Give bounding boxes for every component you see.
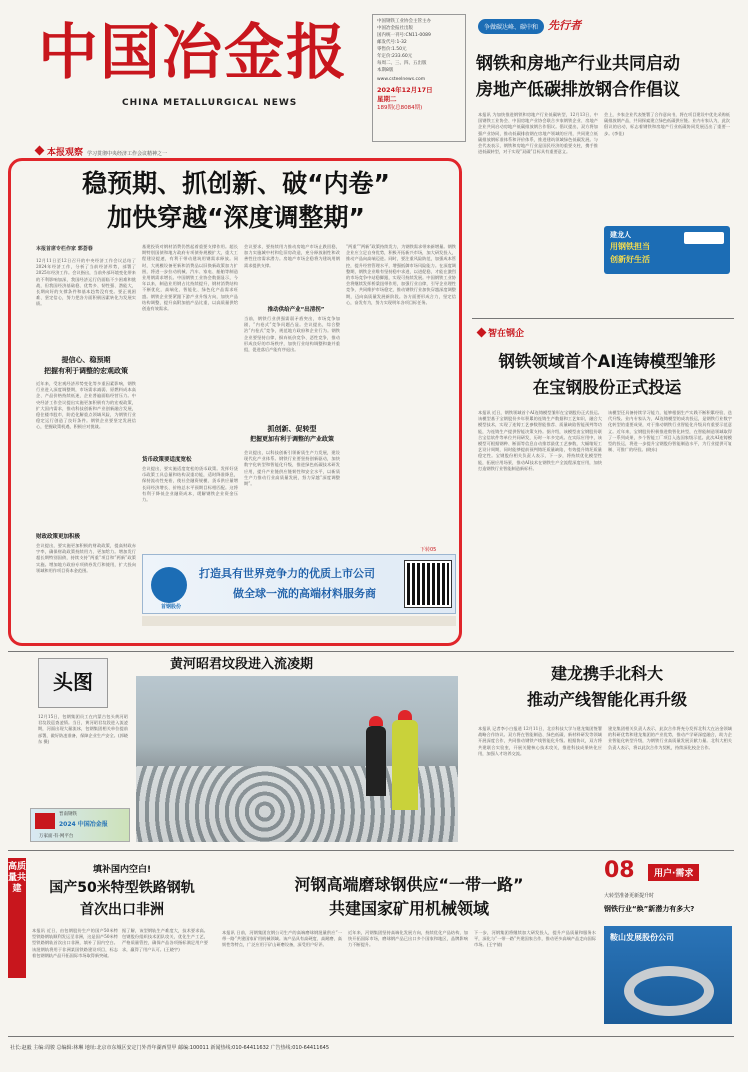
info-line-1: 中国冶金报社出版 xyxy=(377,26,413,31)
lead-body-col4: “两重”“两新”政策持续发力，为钢铁需求带来新增量。钢铁企业应立足自身优势，积极开拓新兴市场，加大研发投入，推动产品向高端迈进。同时，要注重风险防范，加强成本管控，提升经营管理水平，增强抵御市场风险能力。在深度调整期，钢铁企业唯有坚持稳中求进，以进促稳，才能在激烈的市场竞争中站稳脚跟，实现可持续发展。中国钢铁工业协会将继续发挥桥梁纽带作用，加强行业自律，引导企业理性竞争，共同维护市场稳定，推动钢铁行业加快穿越深度调整期，迈向高质量发展新阶段。各方面要形成合力，坚定信心，奋发有为，努力实现明年各项目标任务。 xyxy=(346,244,456,305)
lead-continued[interactable]: 下转05 xyxy=(420,547,437,553)
steel-coil-icon xyxy=(624,966,714,1016)
bottom-side-label-box xyxy=(8,858,26,978)
ad2-line2: 用钢铁担当 xyxy=(610,242,650,251)
toutu-badge xyxy=(38,658,108,708)
bottom-left-body-col2: 据了解，该型钢轨生产难度大，技术要求高。包钢股份组织技术团队攻关，优化生产工艺，严格质量管控，确保产品各项指标满足用户要求，赢得了用户认可。(王晓宇) xyxy=(122,928,208,952)
smart-tag xyxy=(478,326,524,339)
issue-date: 2024年12月17日 xyxy=(377,86,433,94)
info-line-7: 本期8版 xyxy=(377,68,394,73)
issue-number: 189期(总8084期) xyxy=(377,105,423,111)
kicker-marker-icon xyxy=(35,146,45,156)
ad3-line3: 万家面·有·网平台 xyxy=(39,834,74,839)
ad3-line1: 晋南钢铁 xyxy=(59,812,77,817)
bottom-right-page: 08 xyxy=(604,858,635,883)
shougang-logo-icon xyxy=(151,567,187,603)
worker-figure-1 xyxy=(366,726,386,796)
bottom-left-kicker: 填补国内空白! xyxy=(92,865,152,875)
bottom-left-title-line2[interactable]: 首次出口非洲 xyxy=(80,902,164,918)
bottom-mid-body-col3: 下一步，河钢集团将继续加大研发投入，提升产品质量和服务水平，深化与“一带一路”共建国家合作，推动更多高端产品走向国际市场。(王宇倩) xyxy=(474,930,596,948)
ad2-line3: 创新好生活 xyxy=(610,255,650,264)
divider-right-1 xyxy=(472,318,734,319)
lead-sub3-line1: 抓创新、促转型 xyxy=(267,425,317,433)
red-helmet-icon-2 xyxy=(398,710,412,720)
ad1-line2: 做全球一流的高端材料服务商 xyxy=(233,587,376,600)
lead-byline: 本报首席专栏作家 郭荟春 xyxy=(36,246,93,252)
smart-tag-marker-icon xyxy=(477,328,487,338)
divider-footer xyxy=(8,1036,734,1037)
bottom-right-header xyxy=(604,858,732,886)
issue-weekday: 星期二 xyxy=(377,95,397,103)
info-line-3: 邮发代号:1-32 xyxy=(377,40,407,45)
ad3-line2: 2024 中国冶金报 xyxy=(59,821,108,828)
info-line-6: 每周二、三、四、五出版 xyxy=(377,61,427,66)
lead-title-line1[interactable]: 稳预期、抓创新、破“内卷” xyxy=(82,169,390,198)
kicker-text: 学习贯彻中央经济工作会议精神之一 xyxy=(87,151,168,157)
bottom-right-section: 用户·需求 xyxy=(648,864,699,881)
masthead-logo xyxy=(38,18,363,118)
right-top-tag2: 先行者 xyxy=(548,19,582,32)
bottom-right-text2[interactable]: 钢铁行业“焕”新潜力有多大? xyxy=(604,905,695,913)
footer-line: 社长:赵毅 主编:周骏 总编辑:林琳 地址:北京市东城区安定门外青年湖西里甲 邮编:100011 新闻热线:010-64411632 广告热线:010-64411645 xyxy=(10,1045,330,1051)
lead-body-col1-b: 近年来，受宏观经济形势变化等多重因素影响，钢铁行业进入深度调整期，市场需求减弱、原燃料成本高企、产品价格持续低迷，企业普遍面临经营压力。中央经济工作会议提出实施更加积极有为的宏观政策，扩大国内需求，推动科技创新和产业创新融合发展，稳住楼市股市，防范化解重点领域风险，为钢铁行业稳定运行创造了良好条件。钢铁企业要坚定发展信心，把握政策机遇，积极应对挑战。 xyxy=(36,381,136,430)
bottom-left-body-col1: 本报讯 近日，由包钢股份生产的国产50米特型铁路钢轨顺利发运至非洲，这是国产50米特型铁路钢轨首次出口非洲，填补了国内空白。该批钢轨将用于非洲某国铁路建设项目，标志着包钢钢轨产品开拓国际市场取得新突破。 xyxy=(32,928,118,958)
lead-sub5: 货币政策要适度宽松 xyxy=(142,457,192,463)
right-top-body-col1: 本报讯 为加快推进钢铁和房地产行业低碳转型，12月13日，中国钢铁工业协会、中国房地产业协会联合多家钢铁企业、房地产企业共同启动房地产低碳排放钢合作倡议。倡议提出，双方将加强产业协同，推动低碳排放钢在房地产领域的应用，共同建立低碳排放钢标准体系和评价体系，推进建筑领域绿色低碳发展。与会代表表示，钢铁和房地产行业是国民经济的重要支柱，携手推进低碳转型，对于实现“双碳”目标具有重要意义。 xyxy=(478,112,598,155)
website[interactable]: www.csteelnews.com xyxy=(377,77,426,82)
red-helmet-icon xyxy=(369,716,383,726)
ad1-line1: 打造具有世界竞争力的优质上市公司 xyxy=(199,567,375,580)
bottom-mid-title-line1[interactable]: 河钢高端磨球钢供应“一带一路” xyxy=(294,875,524,894)
masthead-title: 中国冶金报 xyxy=(38,18,348,88)
lead-body-col3-b: 当前，钢铁行业供强需弱矛盾突出，市场竞争加剧，“内卷式”竞争问题凸显。会议提出，综合整治“内卷式”竞争，规范地方政府和企业行为。钢铁企业要坚持自律，摒弃低价竞争、恶性竞争，推动形成良好的市场秩序，加快行业结构调整和兼并重组，促进落后产能有序退出。 xyxy=(244,316,340,353)
masthead-info-box xyxy=(372,14,466,142)
right-top-tag xyxy=(478,14,728,30)
jianlong-title-line2[interactable]: 推动产线智能化再升级 xyxy=(526,690,687,709)
ad-shougang[interactable] xyxy=(142,554,456,614)
kicker-bar xyxy=(36,140,466,158)
toutu-title[interactable]: 黄河昭君坟段进入流凌期 xyxy=(170,657,314,672)
jianlong-title-line1[interactable]: 建龙携手北科大 xyxy=(550,664,663,683)
right-top-title-line2[interactable]: 房地产低碳排放钢合作倡议 xyxy=(476,80,680,100)
smart-body-col2: 该模型还具备持续学习能力，能够根据生产实践不断积累经验、迭代升级。业内专家认为，AI连铸模型的成功投运，是钢铁行业数字化转型的重要成果，对于推动钢铁行业智能化升级具有重要示范意义。近年来，宝钢股份积极推进数智化转型，在智能制造领域取得了一系列成果，多个智能工厂项目入选国家级示范。此次AI连铸模型的投运，将进一步提升宝钢股份智能制造水平，为行业提供可复制、可推广的经验。(晓东) xyxy=(608,410,732,453)
bottom-mid-body-col2: 近年来，河钢集团坚持高端化发展方向，持续优化产品结构，加快开拓国际市场，磨球钢产品已出口多个国家和地区，品牌影响力不断提升。 xyxy=(348,930,468,948)
lead-body-col3-a: 会议要求，要持续用力推动房地产市场止跌回稳，加力实施城中村和危旧房改造，充分释放刚性和改善性住房需求潜力。房地产市场企稳将为建筑用钢需求提供支撑。 xyxy=(244,244,340,268)
right-top-tag-label: 争做碳达峰、碳中和 xyxy=(478,19,544,34)
ad-anshan[interactable] xyxy=(604,926,732,1024)
lead-sub2: 推动供给产业“出清拐” xyxy=(267,307,325,313)
ad1-company: 首钢股份 xyxy=(160,604,181,610)
smart-body-col1: 本报讯 近日，钢铁领域首个AI连铸模型雏形在宝钢股份正式投运。该模型基于宝钢股份多年积累的连铸生产数据和工艺知识，融合大模型技术，实现了连铸工艺参数智能推荐、质量缺陷智能预判等功能，为连铸生产提供智能决策支持。据介绍，该模型由宝钢股份联合宝信软件等单位共同研发，历时一年多完成。在实际应用中，该模型可根据钢种、断面等信息自动推荐最优工艺参数，大幅缩短工艺设计周期，同时能够提前预判铸坯质量缺陷，有效提升铸坯质量稳定性。宝钢股份相关负责人表示，下一步，将持续优化模型性能，拓展应用场景，推动AI技术在钢铁生产全流程深度应用，加快打造钢铁行业智能制造新标杆。 xyxy=(478,410,602,471)
lead-sub1-line2: 把握有利于调整的宏观政策 xyxy=(44,367,128,375)
lead-body-col1-c: 会议提出，要实施更加积极的财政政策，提高财政赤字率，确保财政政策持续用力、更加给力。增加发行超长期特别国债，持续支持“两重”项目和“两新”政策实施。增加地方政府专项债券发行和使用，扩大投向领域和用作项目资本金范围。 xyxy=(36,543,136,573)
divider-bottom xyxy=(8,850,734,851)
lead-body-col3-c: 会议提出，以科技创新引领新质生产力发展，建设现代化产业体系。钢铁行业要坚持创新驱动，加快数字化转型和智能化升级，推进绿色低碳技术研发应用，提升产业链供应链韧性和安全水平，以新质生产力推动行业高质量发展，努力穿越“深度调整期”。 xyxy=(244,450,340,487)
divider-middle xyxy=(8,651,734,652)
right-top-title-line1[interactable]: 钢铁和房地产行业共同启动 xyxy=(476,54,680,74)
info-line-5: 年定价:233.60元 xyxy=(377,54,413,59)
kicker-label: 本报观察 xyxy=(47,148,84,158)
lead-body-col1-a: 12月11日至12日召开的中央经济工作会议总结了2024年经济工作，分析了当前经济形势，部署了2025年经济工作。会议指出，当前外部环境变化带来的不利影响加深，我国经济运行仍面临不少困难和挑战，但我国经济基础稳、优势多、韧性强、潜能大，长期向好的支撑条件和基本趋势没有变。要正视困难、坚定信心，努力把各方面积极因素转化为发展实绩。 xyxy=(36,258,136,307)
bottom-mid-title-line2[interactable]: 共建国家矿用机械领域 xyxy=(328,899,489,918)
bottom-mid-body-col1: 本报讯 日前，河钢集团宣钢公司生产的高端磨球钢批量供应“一带一路”共建国家矿用机械领域。该产品具有高硬度、高耐磨、高韧性等特点，广泛应用于矿山研磨设备，深受用户好评。 xyxy=(222,930,342,948)
smart-title-line1[interactable]: 钢铁领域首个AI连铸模型雏形 xyxy=(498,352,716,371)
lead-body-col2-b: 会议提出，要实施适度宽松的货币政策。发挥好货币政策工具总量和结构双重功能，适时降准降息，保持流动性充裕，使社会融资规模、货币供应量增长同经济增长、价格总水平预期目标相匹配。这将有利于降低企业融资成本，缓解钢铁企业资金压力。 xyxy=(142,466,238,503)
ad-anshan-company: 鞍山发展股份公司 xyxy=(610,933,674,942)
bottom-side-label: 高质量共建 xyxy=(8,862,27,894)
info-line-4: 零售价:1.50元 xyxy=(377,47,407,52)
smart-title-line2[interactable]: 在宝钢股份正式投运 xyxy=(532,378,682,397)
right-top-body-col2: 会上，多家企业代表签署了合作意向书，将在项目建设中优先采购低碳排放钢产品，共同探索建立绿色低碳供应链。业内专家认为，此次倡议的启动，标志着钢铁和房地产行业低碳协同发展迈出了重要一步。(李佳) xyxy=(604,112,730,136)
english-name: CHINA METALLURGICAL NEWS xyxy=(122,98,298,108)
lead-sub1-line1: 提信心、稳预期 xyxy=(61,356,111,364)
ad-jianlong[interactable] xyxy=(604,226,730,274)
ad1-footer-strip xyxy=(142,616,456,626)
jinnan-logo-icon xyxy=(35,813,55,829)
toutu-caption: 12月15日，包钢集团员工在内蒙古包头黄河昭君坟段巡查凌情。当日，黄河昭君坟段进入流凌期，河面出现大量流冰，包钢集团相关单位提前部署，做好防凌准备，保障企业生产安全。(郭晓东 摄) xyxy=(38,714,128,744)
info-line-2: 国内统一刊号:CN11-0089 xyxy=(377,33,431,38)
lead-title-line2[interactable]: 加快穿越“深度调整期” xyxy=(107,203,365,232)
jianlong-body-col1: 本报讯 记者李小白报道 12月11日，北京科技大学与建龙集团签署战略合作协议。双方将在智能制造、绿色低碳、新材料研发等领域开展深度合作，共同推动钢铁产线智能化升级。根据协议，双方将共建联合实验室，开展关键核心技术攻关，推进科技成果转化应用，加强人才培养交流。 xyxy=(478,726,602,756)
lead-sub3-line2: 把握更加有利于调整的产业政策 xyxy=(249,436,334,443)
lead-body-col2-a: 基建投资对钢材消费仍然起着重要支撑作用。超长期特别国债和地方政府专项债券规模扩大，重大工程建设提速，有利于带动建筑用钢需求释放。同时，大规模设备更新和消费品以旧换新政策加力扩围，将进一步拉动机械、汽车、家电、船舶等制造业用钢需求增长。中国钢铁工业协会数据显示，今年以来，制造业用钢占比持续提升，钢材消费结构不断优化，高端化、智能化、绿色化产品需求旺盛。钢铁企业要紧跟下游产业升级方向，加快产品结构调整，提升高附加值产品比重，以高质量供给创造有效需求。 xyxy=(142,244,238,312)
jianlong-body-col2: 建龙集团相关负责人表示，此次合作将充分发挥北科大在冶金领域的科研优势和建龙集团的产业优势，推动产学研深度融合，助力企业智能化转型升级，为钢铁行业高质量发展贡献力量。北科大相关负责人表示，将以此次合作为契机，持续深化校企合作。 xyxy=(608,726,732,750)
jianlong-logo-icon xyxy=(684,232,724,244)
qr-code-icon xyxy=(405,561,451,607)
toutu-label: 头图 xyxy=(53,670,93,694)
bottom-left-title-line1[interactable]: 国产50米特型铁路钢轨 xyxy=(49,880,195,896)
info-line-0: 中国钢铁工业协会主管主办 xyxy=(377,19,431,24)
ad2-line1: 建龙人 xyxy=(610,231,631,239)
toutu-photo xyxy=(136,676,458,842)
lead-sub4: 财政政策更加积极 xyxy=(36,534,81,540)
ad-jinnan[interactable] xyxy=(30,808,130,842)
smart-tag-label: 智在钢企 xyxy=(488,329,525,339)
worker-figure-2 xyxy=(392,720,418,810)
bottom-right-text1: 大转型准备更新提升时 xyxy=(604,893,655,899)
